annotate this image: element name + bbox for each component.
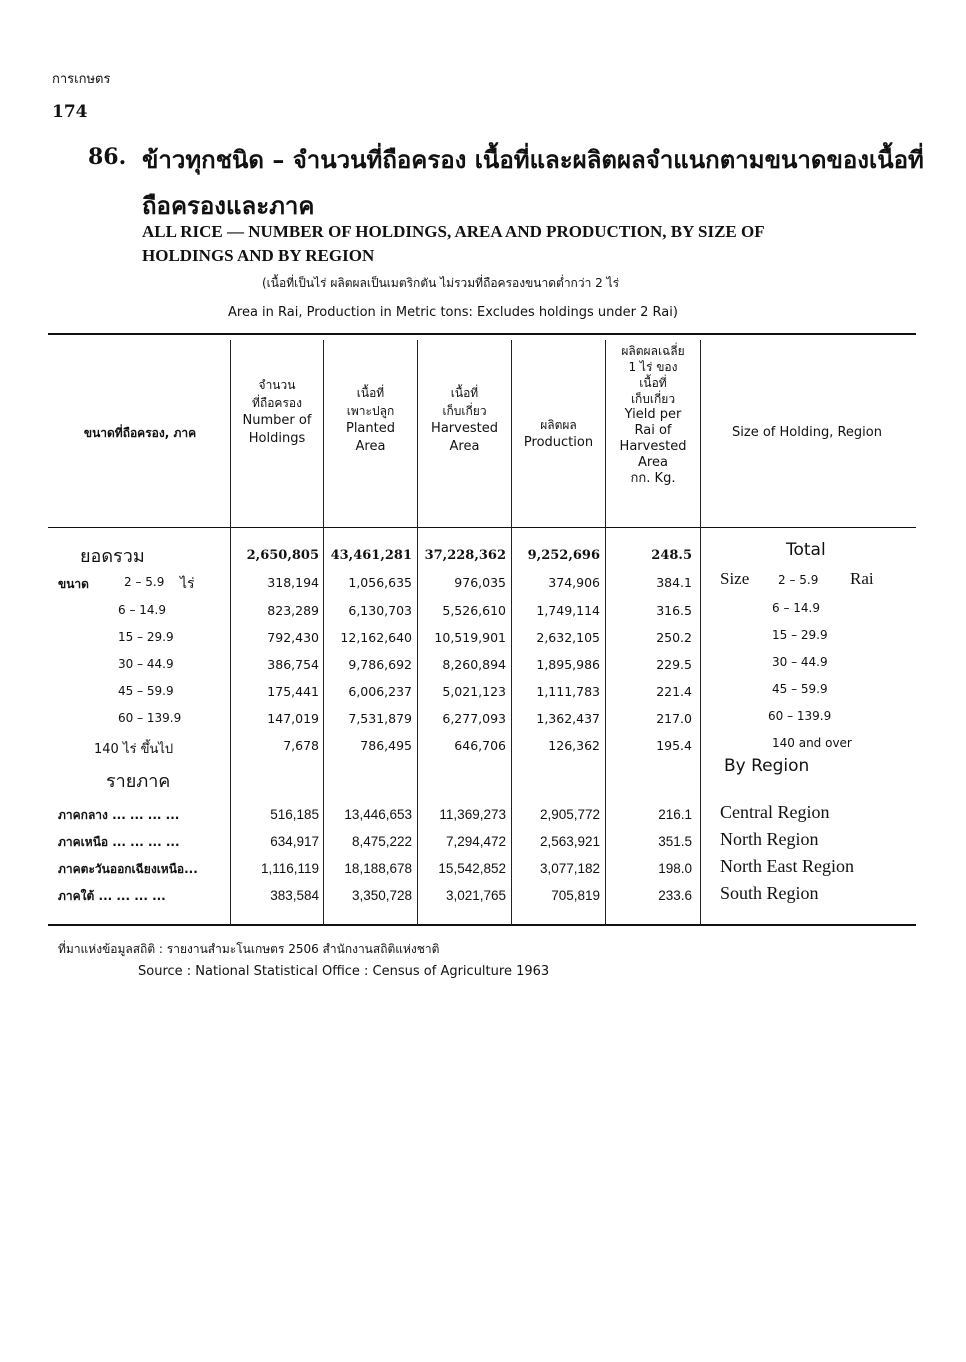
size-harvested-cell: 8,260,894 [442,657,506,672]
total-production: 9,252,696 [527,548,600,563]
header-yield [606,343,700,487]
region-planted-cell: 8,475,222 [351,834,412,849]
region-label-en: North Region [720,829,819,849]
size-yield-cell: 384.1 [656,575,692,590]
total-yield: 248.5 [651,548,692,563]
header-yield-en: Yield per Rai of Harvested Area กก. Kg. [619,407,687,486]
running-head: การเกษตร [52,72,111,87]
page-number: 174 [52,102,88,122]
table-bottom-rule [48,924,916,926]
size-range-en: 15 – 29.9 [772,628,828,642]
size-range-en: 30 – 44.9 [772,655,828,669]
header-planted [324,384,417,456]
region-harvested-cell: 7,294,472 [445,834,506,849]
region-production-cell: 2,563,921 [539,834,600,849]
size-prefix-thai: ขนาด [58,577,89,591]
size-holdings-cell: 175,441 [267,684,319,699]
region-holdings-cell: 516,185 [270,807,319,822]
size-yield-cell: 229.5 [656,657,692,672]
header-harvested [418,384,511,456]
size-holdings-cell: 792,430 [267,630,319,645]
region-holdings-cell: 1,116,119 [260,861,319,876]
title-en-line1: ALL RICE — NUMBER OF HOLDINGS, AREA AND PRODUCTION, BY SIZE OF [142,222,765,241]
size-yield-cell: 250.2 [656,630,692,645]
region-yield-cell: 216.1 [658,807,692,822]
region-yield-cell: 198.0 [658,861,692,876]
size-yield-cell: 217.0 [656,711,692,726]
region-label-thai: ภาคกลาง ... ... ... ... [58,808,180,822]
size-production-cell: 1,362,437 [536,711,600,726]
size-range-thai: 60 – 139.9 [118,711,182,725]
size-range-en: 60 – 139.9 [768,709,832,723]
size-range-en: 2 – 5.9 [778,573,819,587]
header-harvested-en: Harvested Area [431,421,498,454]
total-label-en: Total [786,540,826,560]
title-thai-line1: ข้าวทุกชนิด – จำนวนที่ถือครอง เนื้อที่และผลิตผลจำแนกตามขนาดของเนื้อที่ [142,145,924,174]
region-harvested-cell: 11,369,273 [439,807,506,822]
region-yield-cell: 351.5 [658,834,692,849]
header-bottom-rule [48,527,916,528]
header-planted-thai: เนื้อที่ เพาะปลูก [346,386,395,418]
header-harvested-thai: เนื้อที่ เก็บเกี่ยว [442,386,487,418]
size-holdings-cell: 823,289 [267,603,319,618]
total-planted: 43,461,281 [330,548,412,563]
size-planted-cell: 786,495 [360,738,412,753]
size-planted-cell: 12,162,640 [340,630,412,645]
region-heading-en: By Region [724,756,810,776]
size-yield-cell: 195.4 [656,738,692,753]
size-range-thai: 2 – 5.9 [124,575,165,589]
region-label-en: South Region [720,883,819,903]
size-range-thai: 15 – 29.9 [118,630,174,644]
region-label-thai: ภาคตะวันออกเฉียงเหนือ... [58,862,198,876]
size-planted-cell: 7,531,879 [348,711,412,726]
header-yield-thai: ผลิตผลเฉลี่ย 1 ไร่ ของ เนื้อที่ เก็บเกี่ยว [621,344,685,406]
col-divider [700,340,701,925]
size-production-cell: 1,749,114 [536,603,600,618]
size-range-en: 6 – 14.9 [772,601,820,615]
region-production-cell: 705,819 [551,888,600,903]
size-suffix-en: Rai [850,569,874,588]
size-yield-cell: 221.4 [656,684,692,699]
size-production-cell: 1,895,986 [536,657,600,672]
size-harvested-cell: 6,277,093 [442,711,506,726]
source-en: Source : National Statistical Office : Census of Agriculture 1963 [138,964,550,979]
source-thai: ที่มาแห่งข้อมูลสถิติ : รายงานสำมะโนเกษตร 2506 สำนักงานสถิติแห่งชาติ [58,942,440,956]
region-holdings-cell: 383,584 [270,888,319,903]
region-planted-cell: 3,350,728 [351,888,412,903]
region-label-en: Central Region [720,802,830,822]
size-holdings-cell: 147,019 [267,711,319,726]
header-production [512,416,605,452]
size-range-en: 140 and over [772,736,852,750]
size-harvested-cell: 5,526,610 [442,603,506,618]
region-harvested-cell: 3,021,765 [445,888,506,903]
size-harvested-cell: 976,035 [454,575,506,590]
size-range-thai: 140 ไร่ ขึ้นไป [94,742,174,757]
size-range-thai: 6 – 14.9 [118,603,166,617]
region-production-cell: 2,905,772 [539,807,600,822]
region-yield-cell: 233.6 [658,888,692,903]
size-planted-cell: 6,006,237 [348,684,412,699]
size-planted-cell: 6,130,703 [348,603,412,618]
header-size-region-thai: ขนาดที่ถือครอง, ภาค [83,426,197,440]
region-label-thai: ภาคเหนือ ... ... ... ... [58,835,180,849]
header-holdings-en: Number of Holdings [242,413,312,446]
size-range-en: 45 – 59.9 [772,682,828,696]
size-production-cell: 374,906 [548,575,600,590]
region-label-en: North East Region [720,856,854,876]
total-label-thai: ยอดรวม [80,546,145,567]
size-range-thai: 30 – 44.9 [118,657,174,671]
header-holdings-thai: จำนวน ที่ถือครอง [252,378,302,410]
total-harvested: 37,228,362 [424,548,506,563]
header-planted-en: Planted Area [345,421,395,454]
size-suffix-thai: ไร่ [180,576,195,592]
title-thai-line2: ถือครองและภาค [142,191,315,220]
size-holdings-cell: 386,754 [267,657,319,672]
size-prefix-en: Size [720,569,750,588]
region-planted-cell: 18,188,678 [344,861,412,876]
size-harvested-cell: 646,706 [454,738,506,753]
region-heading-thai: รายภาค [106,771,171,792]
header-production-thai: ผลิตผล [540,418,577,432]
size-production-cell: 1,111,783 [536,684,600,699]
header-holdings [231,376,323,448]
size-production-cell: 2,632,105 [536,630,600,645]
size-range-thai: 45 – 59.9 [118,684,174,698]
note-thai: (เนื้อที่เป็นไร่ ผลิตผลเป็นเมตริกตัน ไม่รวมที่ถือครองขนาดต่ำกว่า 2 ไร่ [262,276,620,290]
size-harvested-cell: 10,519,901 [434,630,506,645]
size-holdings-cell: 7,678 [283,738,319,753]
size-planted-cell: 9,786,692 [348,657,412,672]
size-holdings-cell: 318,194 [267,575,319,590]
size-planted-cell: 1,056,635 [348,575,412,590]
title-en-line2: HOLDINGS AND BY REGION [142,246,375,265]
table-number: 86. [88,144,127,170]
header-size-region-en: Size of Holding, Region [732,425,882,440]
total-holdings: 2,650,805 [246,548,319,563]
region-harvested-cell: 15,542,852 [438,861,506,876]
size-production-cell: 126,362 [548,738,600,753]
size-harvested-cell: 5,021,123 [442,684,506,699]
region-production-cell: 3,077,182 [539,861,600,876]
region-label-thai: ภาคใต้ ... ... ... ... [58,889,166,903]
table-top-rule [48,333,916,335]
header-production-en: Production [523,435,594,450]
region-planted-cell: 13,446,653 [344,807,412,822]
note-en: Area in Rai, Production in Metric tons: Excludes holdings under 2 Rai) [228,305,678,320]
size-yield-cell: 316.5 [656,603,692,618]
region-holdings-cell: 634,917 [270,834,319,849]
